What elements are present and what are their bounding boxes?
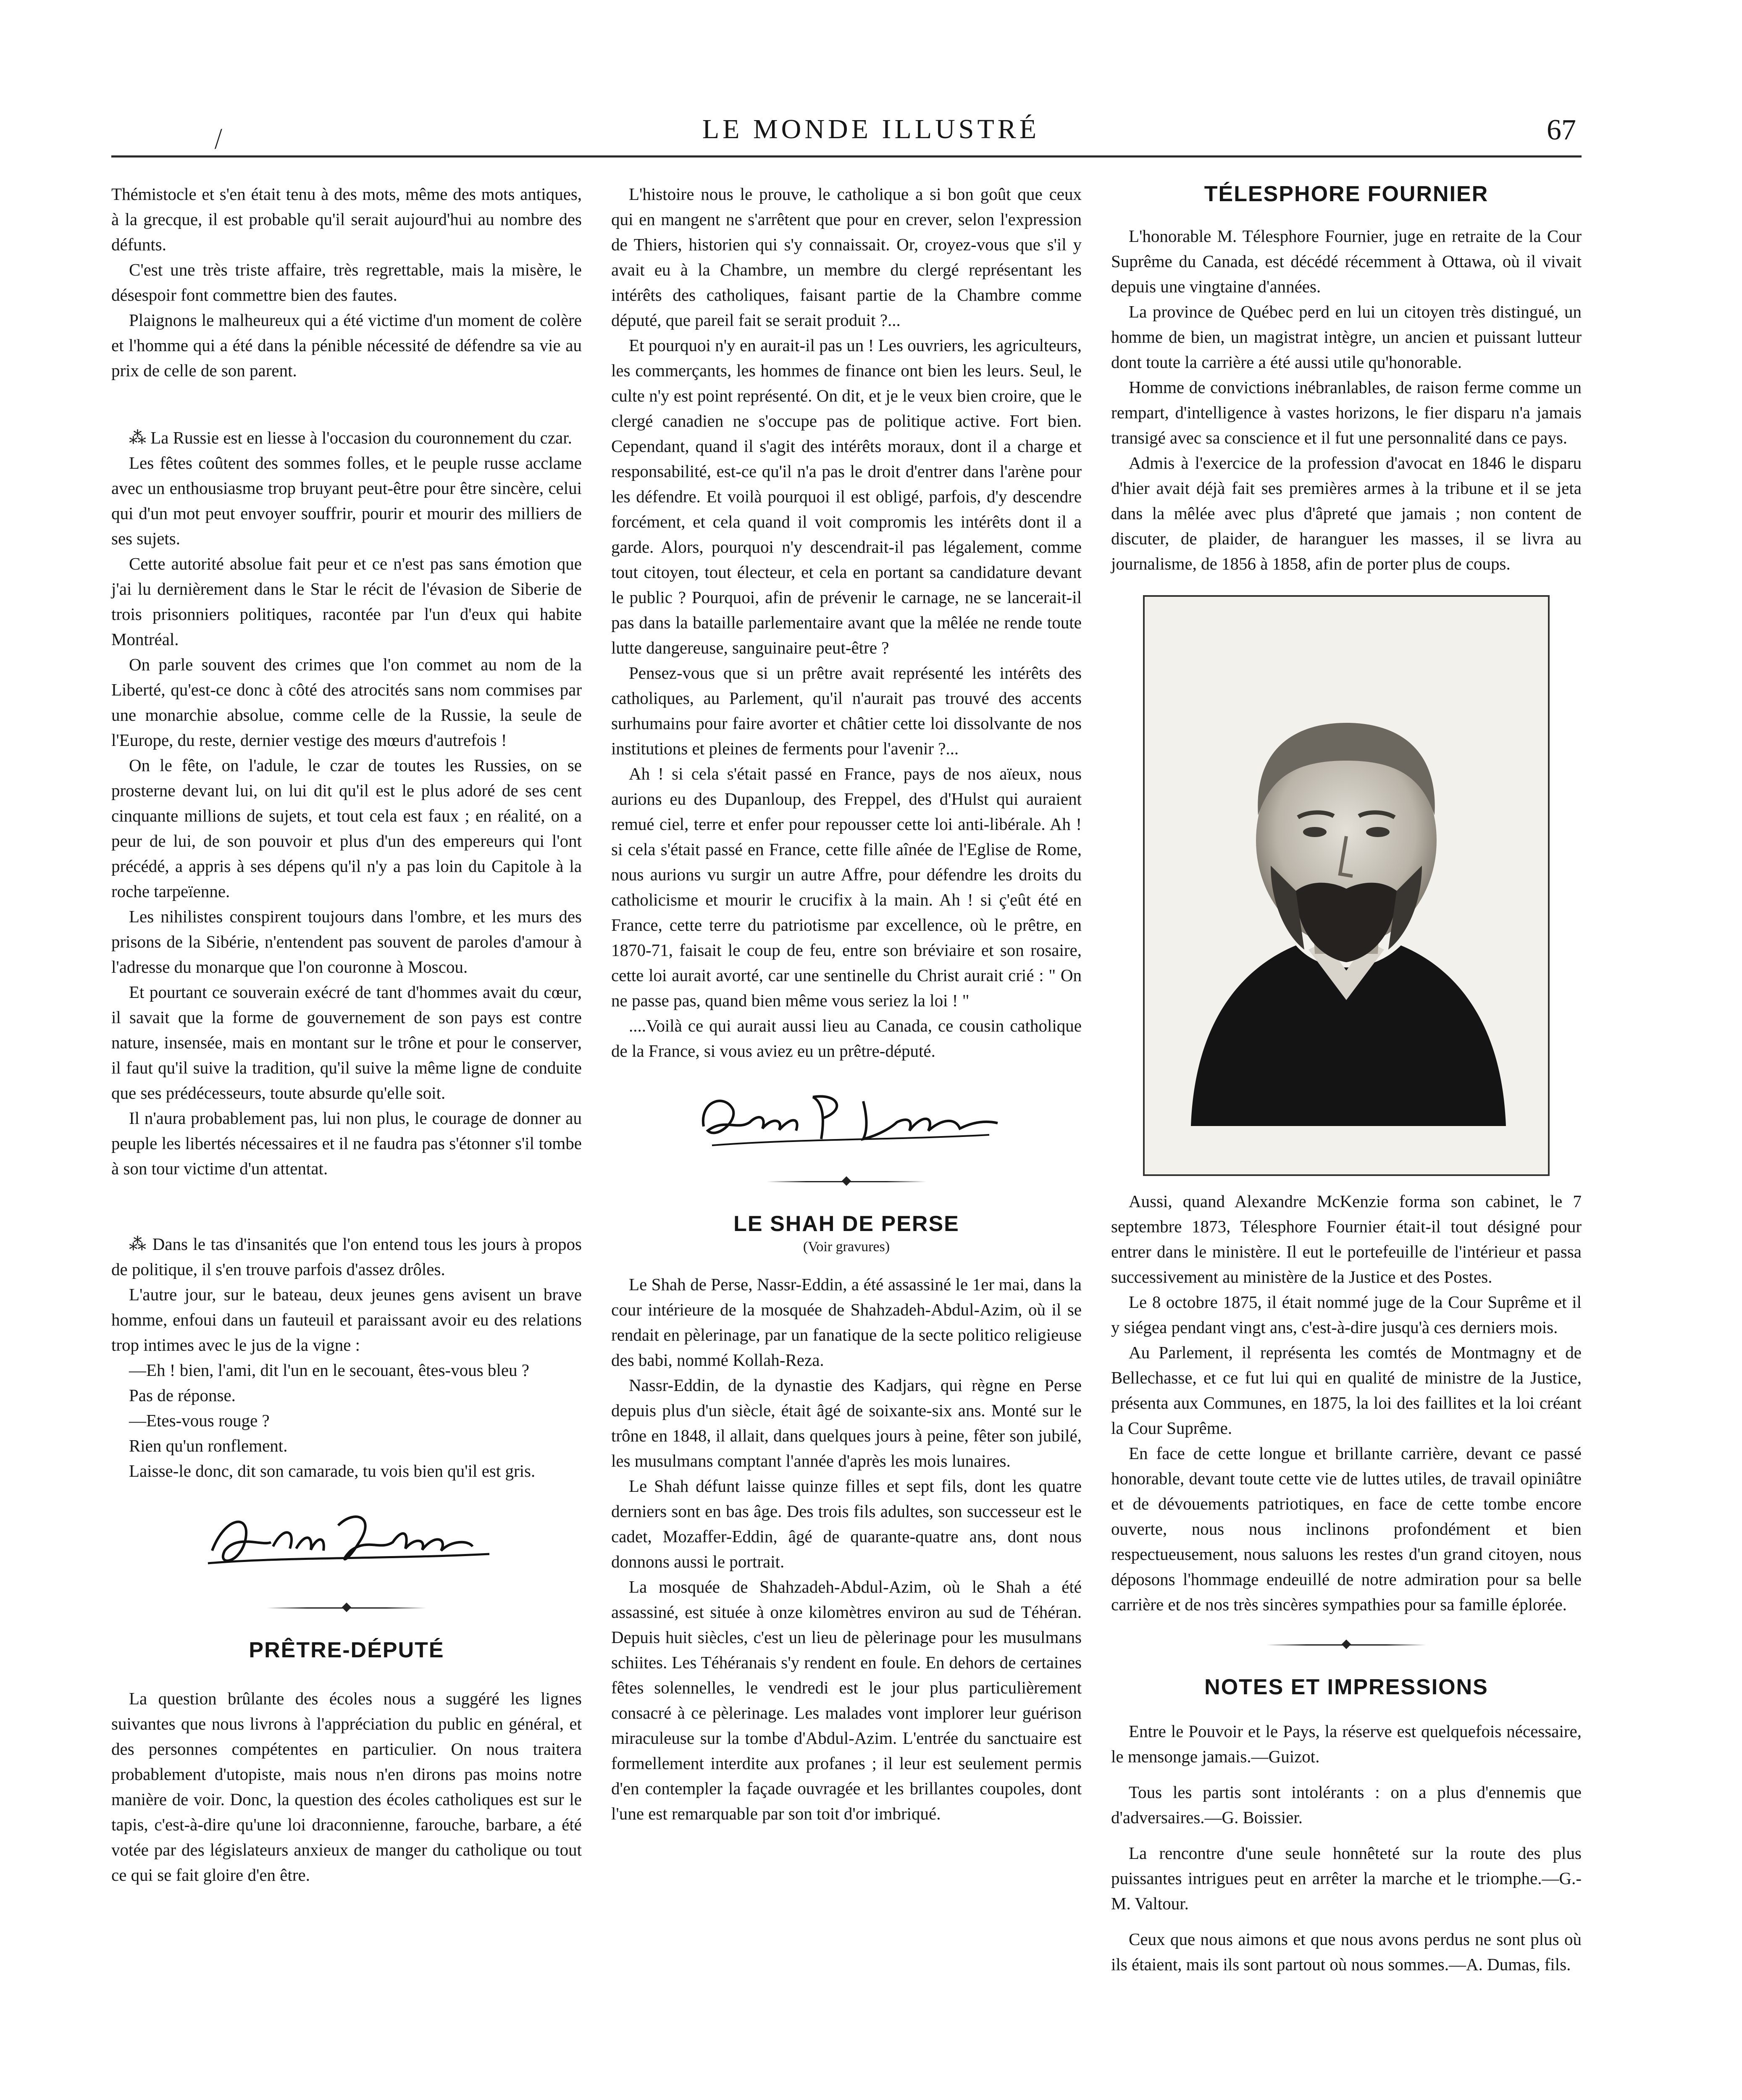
- paragraph: On parle souvent des crimes que l'on commet au nom de la Liberté, qu'est-ce donc à côté des atrocités sans nom commises par une monarchie absolue, comme celle de la Russie, la seule de l'Europe, du reste, dernier vestige des mœurs d'autrefois !: [111, 655, 582, 750]
- paragraph: Le 8 octobre 1875, il était nommé juge de la Cour Suprême et il y siégea pendant vingt ans, c'est-à-dire jusqu'à ces derniers mois.: [1111, 1292, 1582, 1337]
- column-1: [111, 181, 582, 1887]
- notes-impressions-title: NOTES ET IMPRESSIONS: [1204, 1675, 1488, 1699]
- paragraph: Le Shah de Perse, Nassr-Eddin, a été assassiné le 1er mai, dans la cour intérieure de la mosquée de Shahzadeh-Abdul-Azim, où il se rendait en pèlerinage, par un fanatique de la secte politico religieuse des babi, nommé Kollah-Reza.: [611, 1275, 1082, 1370]
- shah-de-perse-title: LE SHAH DE PERSE: [733, 1212, 959, 1236]
- signature-ledieu: [200, 1500, 494, 1580]
- header-rule: [111, 155, 1582, 158]
- paragraph: Thémistocle et s'en était tenu à des mots, même des mots antiques, à la grecque, il est probable qu'il serait aujourd'hui au nombre des défunts.: [111, 184, 582, 254]
- paragraph: Cette autorité absolue fait peur et ce n'est pas sans émotion que j'ai lu dernièrement dans le Star le récit de l'évasion de Siberie de trois prisonniers politiques, racontée par l'un d'eux qui habite Montréal.: [111, 554, 582, 649]
- paragraph: L'histoire nous le prouve, le catholique a si bon goût que ceux qui en mangent ne s'arrêtent que pour en crever, selon l'expression de Thiers, historien qui s'y connaissait. Or, croyez-vous que s'il y avait eu à la Chambre, un membre du clergé représentant les intérêts des catholiques, faisant partie de la Chambre comme député, que pareil fait se serait produit ?...: [611, 184, 1082, 330]
- paragraph: L'honorable M. Télesphore Fournier, juge en retraite de la Cour Suprême du Canada, est décédé récemment à Ottawa, où il vivait depuis une vingtaine d'années.: [1111, 226, 1582, 296]
- paragraph: La question brûlante des écoles nous a suggéré les lignes suivantes que nous livrons à l'appréciation du public en général, et des personnes compétentes en particulier. On nous traitera probablement d'utopiste, mais nous n'en dirons pas moins notre manière de voir. Donc, la question des écoles catholiques est sur le tapis, c'est-à-dire qu'une loi draconnienne, farouche, barbare, a été votée par des législateurs anxieux de manger du catholique ou tout ce qui se fait gloire d'en être.: [111, 1689, 582, 1885]
- paragraph: Aussi, quand Alexandre McKenzie forma son cabinet, le 7 septembre 1873, Télesphore Fournier était-il tout désigné pour entrer dans le ministère. Il eut le portefeuille de l'intérieur et passa successivement au ministère de la Justice et des Postes.: [1111, 1192, 1582, 1286]
- shah-subtitle: (Voir gravures): [803, 1239, 890, 1255]
- paragraph: Admis à l'exercice de la profession d'avocat en 1846 le disparu d'hier avait déjà fait ses premières armes à la tribune et il se jeta dans la mêlée avec plus d'âpreté que jamais ; non content de discuter, de plaider, de haranguer les masses, il se livra au journalisme, de 1856 à 1858, afin de porter plus de coups.: [1111, 453, 1582, 573]
- quote: Entre le Pouvoir et le Pays, la réserve est quelquefois nécessaire, le mensonge jamais.—Guizot.: [1111, 1722, 1582, 1766]
- paragraph: ⁂ La Russie est en liesse à l'occasion du couronnement du czar.: [129, 428, 572, 447]
- paragraph: Et pourtant ce souverain exécré de tant d'hommes avait du cœur, il savait que la forme de gouvernement de son pays est contre nature, insensée, mais en montant sur le trône et pour le conserver, il faut qu'il suive la tradition, qu'il suive la même ligne de conduite que ses prédécesseurs, toute absurde qu'elle soit.: [111, 982, 582, 1102]
- paragraph: Les fêtes coûtent des sommes folles, et le peuple russe acclame avec un enthousiasme trop bruyant peut-être pour être sincère, celui qui d'un mot peut envoyer souffrir, pourir et mourir des milliers de ses sujets.: [111, 453, 582, 548]
- column-3: [1111, 181, 1582, 1977]
- paragraph: Le Shah défunt laisse quinze filles et sept fils, dont les quatre derniers sont en bas âge. Des trois fils adultes, son successeur est le cadet, Mozaffer-Eddin, âgé de quarante-quatre ans, dont nous donnons aussi le portrait.: [611, 1476, 1082, 1571]
- paragraph: Et pourquoi n'y en aurait-il pas un ! Les ouvriers, les agriculteurs, les commerçants, les hommes de finance ont bien les leurs. Seul, le culte n'y est point représenté. On dit, et je le veux bien croire, que le clergé canadien ne s'occupe pas de politique active. Fort bien. Cependant, quand il s'agit des intérêts moraux, dont il a charge et responsabilité, est-ce qu'il n'a pas le droit d'entrer dans l'arène pour les défendre. Et voilà pourquoi il est obligé, parfois, d'y descendre forcément, et cela quand il voit compromis les intérêts dont il a garde. Alors, pourquoi n'y descendrait-il pas légalement, comme tout citoyen, tout électeur, et cela en portant sa candidature devant le public ? Pourquoi, afin de prévenir le carnage, ne se lancerait-il pas dans la bataille parlementaire avant que la mêlée ne rende toute lutte dangereuse, sanguinaire peut-être ?: [611, 336, 1082, 657]
- paragraph: La province de Québec perd en lui un citoyen très distingué, un homme de bien, un magistrat intègre, un ancien et puissant lutteur dont toute la carrière a été aussi utile qu'honorable.: [1111, 302, 1582, 372]
- paragraph: L'autre jour, sur le bateau, deux jeunes gens avisent un brave homme, enfoui dans un fauteuil et paraissant avoir eu des relations trop intimes avec le jus de la vigne :: [111, 1285, 582, 1354]
- fournier-portrait: [1143, 595, 1550, 1176]
- quote: Tous les partis sont intolérants : on a plus d'ennemis que d'adversaires.—G. Boissier.: [1111, 1782, 1582, 1827]
- paragraph: Rien qu'un ronflement.: [129, 1436, 288, 1455]
- ornament-divider: [267, 1603, 426, 1612]
- fournier-title: TÉLESPHORE FOURNIER: [1204, 182, 1489, 206]
- paragraph: Laisse-le donc, dit son camarade, tu vois bien qu'il est gris.: [129, 1461, 536, 1480]
- ornament-divider: [1266, 1640, 1426, 1649]
- paragraph: Homme de convictions inébranlables, de raison ferme comme un rempart, d'intelligence à vastes horizons, le fier disparu n'a jamais transigé avec sa conscience et il fut une personnalité dans ce pays.: [1111, 378, 1582, 447]
- page-number: 67: [1547, 114, 1576, 146]
- signature-labat: [687, 1076, 1006, 1160]
- paragraph: Pas de réponse.: [129, 1386, 236, 1405]
- paragraph: En face de cette longue et brillante carrière, devant ce passé honorable, devant toute cette vie de luttes utiles, de travail opiniâtre et de dévouements patriotiques, en face de cette tombe encore ouverte, nous nous inclinons profondément et bien respectueusement, nous saluons les restes d'un grand citoyen, nous déposons l'hommage endeuillé de notre admiration pour sa belle carrière et de nos très sincères sympathies pour sa famille éplorée.: [1111, 1444, 1582, 1614]
- paragraph: On le fête, on l'adule, le czar de toutes les Russies, on se prosterne devant lui, on lui dit qu'il est le plus adoré de ses cent cinquante millions de sujets, et tout cela est faux ; en réalité, on a peur de lui, de son pouvoir et plus d'un des empereurs qui l'ont précédé, a appris à ses dépens qu'il n'y a pas loin du Capitole à la roche tarpeïenne.: [111, 756, 582, 901]
- paragraph: Plaignons le malheureux qui a été victime d'un moment de colère et l'homme qui a été dans la pénible nécessité de défendre sa vie au prix de celle de son parent.: [111, 310, 582, 380]
- paragraph: La mosquée de Shahzadeh-Abdul-Azim, où le Shah a été assassiné, est située à onze kilomètres environ au sud de Téhéran. Depuis huit siècles, c'est un lieu de pèlerinage pour les musulmans schiites. Les Téhéranais s'y rendent en foule. En dehors de certaines fêtes solennelles, le vendredi est le jour plus particulièrement consacré à ce pèlerinage. Les malades vont implorer leur guérison miraculeuse sur la tombe d'Abdul-Azim. L'entrée du sanctuaire est formellement interdite aux profanes ; il leur est seulement permis d'en contempler la façade ouvragée et les brillantes coupoles, dont l'une est remarquable par son toit d'or imbriqué.: [611, 1577, 1082, 1823]
- ornament-divider: [767, 1177, 926, 1186]
- paragraph: C'est une très triste affaire, très regrettable, mais la misère, le désespoir font commettre bien des fautes.: [111, 260, 582, 304]
- paragraph: Au Parlement, il représenta les comtés de Montmagny et de Bellechasse, et ce fut lui qui en qualité de ministre de la Justice, présenta aux Communes, en 1875, la loi des faillites et la loi créant la Cour Suprême.: [1111, 1343, 1582, 1438]
- pretre-depute-title: PRÊTRE-DÉPUTÉ: [249, 1638, 444, 1662]
- paragraph: Il n'aura probablement pas, lui non plus, le courage de donner au peuple les libertés nécessaires et il ne faudra pas s'étonner s'il tombe à son tour victime d'un attentat.: [111, 1108, 582, 1178]
- paragraph: —Eh ! bien, l'ami, dit l'un en le secouant, êtes-vous bleu ?: [129, 1360, 529, 1380]
- paragraph: ⁂ Dans le tas d'insanités que l'on entend tous les jours à propos de politique, il s'en trouve parfois d'assez drôles.: [111, 1234, 582, 1279]
- paragraph: ....Voilà ce qui aurait aussi lieu au Canada, ce cousin catholique de la France, si vous aviez eu un prêtre-député.: [611, 1016, 1082, 1060]
- quote: La rencontre d'une seule honnêteté sur la route des plus puissantes intrigues peut en arrêter la marche et le triomphe.—G.-M. Valtour.: [1111, 1843, 1582, 1913]
- paragraph: Nassr-Eddin, de la dynastie des Kadjars, qui règne en Perse depuis plus d'un siècle, était âgé de soixante-six ans. Monté sur le trône en 1848, il allait, dans quelques jours à peine, fêter son jubilé, les musulmans comptant l'année d'après les mois lunaires.: [611, 1376, 1082, 1470]
- paragraph: Les nihilistes conspirent toujours dans l'ombre, et les murs des prisons de la Sibérie, n'entendent pas souvent de paroles d'amour à l'adresse du monarque que l'on couronne à Moscou.: [111, 907, 582, 976]
- paragraph: Pensez-vous que si un prêtre avait représenté les intérêts des catholiques, au Parlement, qu'il n'aurait pas trouvé des accents surhumains pour faire avorter et châtier cette loi dissolvante de nos institutions et pleines de ferments pour l'avenir ?...: [611, 663, 1082, 758]
- quote: Ceux que nous aimons et que nous avons perdus ne sont plus où ils étaient, mais ils sont partout où nous sommes.—A. Dumas, fils.: [1111, 1929, 1582, 1974]
- column-2: [611, 181, 1082, 1826]
- header-mark: ⁄: [212, 125, 225, 153]
- masthead-title: LE MONDE ILLUSTRÉ: [702, 114, 1040, 144]
- paragraph: Ah ! si cela s'était passé en France, pays de nos aïeux, nous aurions eu des Dupanloup, des Freppel, des d'Hulst qui auraient remué ciel, terre et enfer pour repousser cette loi anti-libérale. Ah ! si cela s'était passé en France, cette fille aînée de l'Eglise de Rome, nous aurions vu surgir un autre Affre, pour défendre les droits du catholicisme et mourir le crucifix à la main. Ah ! si ç'eût été en France, cette terre du patriotisme par excellence, où le prêtre, en 1870-71, faisait le coup de feu, entre son bréviaire et son rosaire, cette loi aurait avorté, car une sentinelle du Christ aurait crié : " On ne passe pas, quand bien même vous seriez la loi ! ": [611, 764, 1082, 1010]
- paragraph: —Etes-vous rouge ?: [129, 1411, 270, 1430]
